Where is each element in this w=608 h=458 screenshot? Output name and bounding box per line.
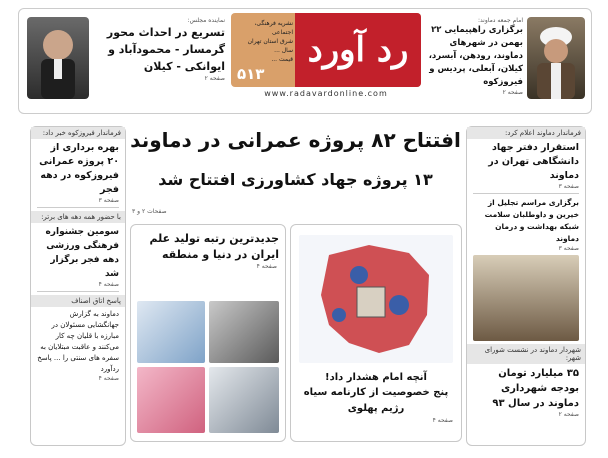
- left-feature-kicker: نماینده مجلس:: [187, 17, 225, 24]
- left-item-1-headline[interactable]: بهره برداری از ۲۰ پروژه عمرانی فیروزکوه در دهه فجر: [39, 142, 119, 195]
- left-item-2-kicker: با حضور همه دهه های برتر:: [31, 211, 125, 223]
- left-item-3-kicker: پاسخ اتاق اصناف: [31, 295, 125, 307]
- imam-warning-kicker: آنچه امام هشدار داد!: [325, 372, 427, 383]
- left-item-2-headline[interactable]: سومین جشنواره فرهنگی ورزشی دهه فجر برگزار شد: [45, 227, 119, 279]
- scientist-photo: [209, 367, 279, 433]
- right-item-1-kicker: فرماندار دماوند اعلام کرد:: [467, 127, 585, 139]
- issue-number: ۵۱۳: [237, 65, 265, 83]
- main-subheadline[interactable]: ۱۳ پروژه جهاد کشاورزی افتتاح شد: [158, 170, 433, 189]
- left-item-1-page-ref: صفحه ۳: [98, 197, 119, 204]
- main-page-ref: صفحات ۲ و ۳: [132, 208, 167, 215]
- left-feature-headline[interactable]: تسریع در احداث محور گرمسار - محمودآباد و ایوانکی - کیلان: [106, 26, 225, 73]
- divider: [37, 291, 119, 292]
- right-item-3-page-ref: صفحه ۲: [558, 411, 579, 418]
- right-item-2-page-ref: صفحه ۳: [558, 245, 579, 252]
- divider: [473, 193, 579, 194]
- left-feature-page-ref: صفحه ۲: [204, 75, 225, 82]
- person-silhouette-icon: [27, 17, 89, 99]
- masthead-info: [235, 19, 293, 64]
- right-feature: [419, 17, 523, 96]
- left-feature: [95, 17, 225, 82]
- meeting-photo: [473, 255, 579, 341]
- right-feature-kicker: امام جمعه دماوند:: [478, 17, 523, 24]
- right-column: [466, 126, 586, 446]
- main-headline[interactable]: افتتاح ۸۲ پروژه عمرانی در دماوند: [130, 128, 461, 152]
- masthead: [18, 8, 592, 114]
- masthead-info-line: شرق استان تهران: [247, 38, 293, 45]
- right-item-2-headline[interactable]: برگزاری مراسم تجلیل از خیرین و داوطلبان سلامت شبکه بهداشت و درمان دماوند: [484, 198, 579, 243]
- masthead-info-line: نشریه فرهنگی، اجتماعی: [254, 20, 293, 36]
- imam-warning-page-ref: صفحه ۴: [432, 417, 453, 424]
- science-ranking-box: [130, 224, 286, 442]
- logo: [295, 13, 421, 87]
- left-item-2-page-ref: صفحه ۴: [98, 281, 119, 288]
- right-item-1-headline[interactable]: استقرار دفتر جهاد دانشگاهی تهران در دماوند: [488, 142, 579, 181]
- divider: [37, 207, 119, 208]
- left-item-3-page-ref: صفحه ۴: [98, 375, 119, 382]
- science-ranking-headline[interactable]: جدیدترین رتبه تولید علم ایران در دنیا و منطقه: [149, 232, 279, 261]
- right-feature-page-ref: صفحه ۲: [502, 89, 523, 96]
- petri-dishes-photo: [137, 367, 205, 433]
- logo-text: رد آورد: [307, 30, 409, 70]
- science-photo-collage: [137, 301, 279, 435]
- right-feature-headline[interactable]: برگزاری راهپیمایی ۲۲ بهمن در شهرهای دماوند، رودهن، آبسرد، کیلان، آبعلی، پردیس و فیروزکوه: [428, 25, 523, 87]
- left-item-1-kicker: فرماندار فیروزکوه خبر داد:: [31, 127, 125, 139]
- masthead-info-line: قیمت ...: [271, 56, 293, 63]
- website-url[interactable]: www.radavardonline.com: [264, 89, 388, 98]
- left-portrait-photo: [27, 17, 89, 99]
- iran-map-illustration: [299, 235, 453, 363]
- logo-block: [231, 13, 421, 87]
- masthead-info-line: سال ...: [274, 47, 293, 54]
- right-item-1-page-ref: صفحه ۳: [558, 183, 579, 190]
- right-portrait-photo: [527, 17, 585, 99]
- pipes-photo: [209, 301, 279, 363]
- left-column: [30, 126, 126, 446]
- cleric-silhouette-icon: [527, 17, 585, 99]
- science-ranking-page-ref: صفحه ۴: [256, 263, 277, 270]
- left-item-3-headline[interactable]: دماوند به گزارش جهانگشایی مسئولان در مبارزه با قلیان چه کار می‌کنند و عاقبت مبتلایان به سفره های سنتی را ... پاسخ ردآورد: [37, 310, 119, 373]
- imam-warning-headline[interactable]: پنج خصوصیت از کارنامه سیاه رژیم پهلوی: [303, 387, 449, 414]
- right-item-3-kicker: شهردار دماوند در نشست شورای شهر:: [467, 344, 585, 364]
- right-item-3-headline[interactable]: ۳۵ میلیارد تومان بودجه شهرداری دماوند در سال ۹۳: [492, 368, 579, 409]
- iran-map-icon: [299, 235, 453, 363]
- lab-bottles-photo: [137, 301, 205, 363]
- imam-warning-box: [290, 224, 462, 442]
